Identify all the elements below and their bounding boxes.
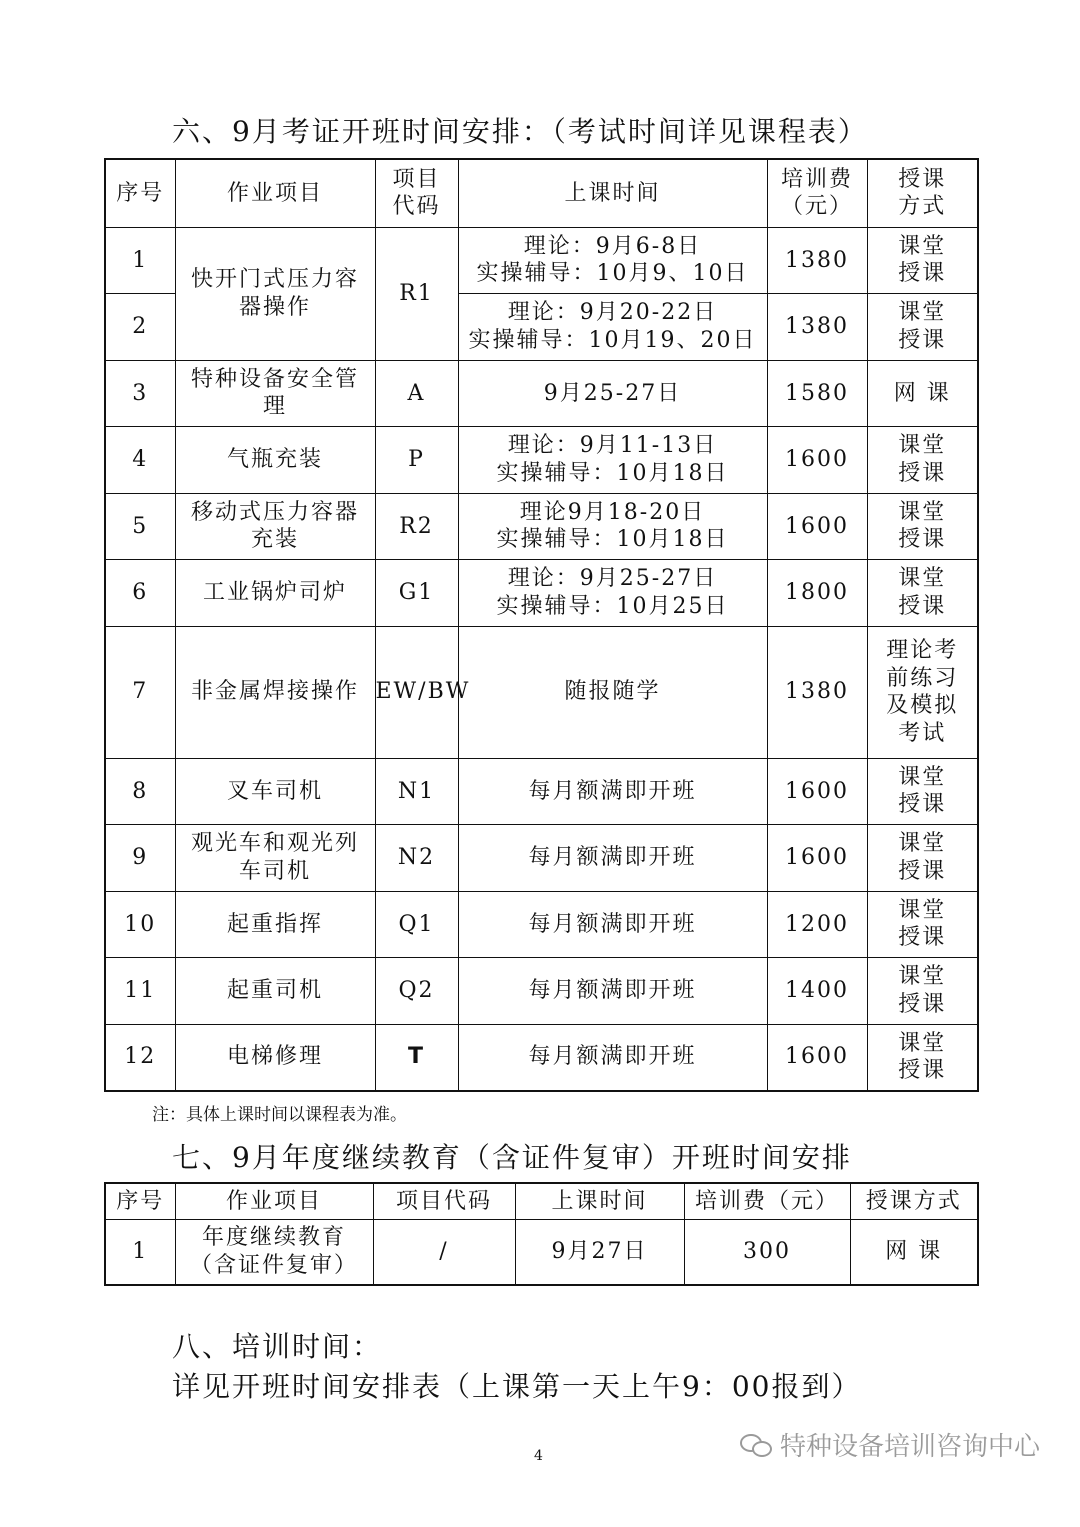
cell-fee: 1600 [767, 758, 867, 825]
cell-time-line: 每月额满即开班 [528, 978, 697, 1003]
table-row [105, 891, 978, 958]
cell-time [458, 294, 767, 361]
header-time: 上课时间 [515, 1183, 684, 1219]
cell-fee: 1600 [767, 825, 867, 892]
cell-mode [867, 758, 978, 825]
section6-title: 六、9月考证开班时间安排：（考试时间详见课程表） [172, 115, 868, 148]
cell-fee: 1600 [767, 493, 867, 560]
cell-item-line: 理 [262, 394, 287, 420]
cell-no: 5 [105, 493, 175, 560]
cell-mode [867, 294, 978, 361]
cell-no: 1 [105, 1219, 175, 1285]
cell-mode-line: 课堂 [898, 831, 947, 857]
cell-time-line: 实操辅导：10月25日 [496, 593, 729, 619]
cell-mode [867, 958, 978, 1025]
header-fee-line: 培训费 [780, 166, 853, 192]
cell-time-line: 随报随学 [564, 679, 661, 705]
cell-mode-line: 授课 [898, 460, 947, 486]
cell-time [458, 360, 767, 427]
watermark [740, 1426, 1040, 1463]
cell-item-line: 快开门式压力容 [190, 267, 359, 292]
header-time: 上课时间 [458, 159, 767, 227]
cell-time-line: 实操辅导：10月18日 [496, 527, 729, 553]
table-row [105, 360, 978, 427]
cell-no: 4 [105, 427, 175, 494]
cell-time [458, 560, 767, 627]
cell-item [175, 891, 375, 958]
header-item: 作业项目 [175, 1183, 373, 1219]
header-mode-line: 授课 [898, 166, 947, 192]
section7-title: 七、9月年度继续教育（含证件复审）开班时间安排 [172, 1141, 852, 1174]
cell-time-line: 9月25-27日 [543, 380, 682, 406]
watermark-text: 特种设备培训咨询中心 [780, 1432, 1041, 1462]
cell-item [175, 1219, 373, 1285]
cell-item-line: 叉车司机 [226, 778, 323, 804]
cell-time: 9月27日 [515, 1219, 684, 1285]
header-mode-line: 方式 [898, 194, 947, 220]
cell-mode-line: 授课 [898, 261, 947, 287]
cell-item-line: 工业锅炉司炉 [202, 580, 347, 605]
cell-item-line: 充装 [250, 527, 299, 553]
cell-mode [867, 626, 978, 758]
header-mode [867, 159, 978, 227]
cell-item-line: 特种设备安全管 [190, 366, 359, 392]
cell-mode-line: 前练习 [886, 665, 959, 691]
header-code: 项目代码 [373, 1183, 515, 1219]
cell-mode-line: 课堂 [898, 433, 947, 459]
cell-time-line: 理论：9月25-27日 [507, 566, 718, 592]
cell-no: 6 [105, 560, 175, 627]
cell-code: R2 [375, 493, 458, 560]
cell-mode-line: 课堂 [898, 764, 947, 790]
cell-time-line: 理论9月18-20日 [519, 499, 706, 525]
table-header-row [105, 1183, 978, 1219]
cell-mode-line: 理论考 [886, 638, 959, 663]
cell-mode [867, 360, 978, 427]
cell-time [458, 1024, 767, 1091]
header-fee: 培训费（元） [684, 1183, 850, 1219]
cell-time-line: 每月额满即开班 [528, 845, 697, 870]
cell-no: 2 [105, 294, 175, 361]
cell-mode-line: 及模拟 [886, 693, 959, 718]
cell-fee: 1600 [767, 1024, 867, 1091]
cell-fee: 1580 [767, 360, 867, 427]
header-mode: 授课方式 [850, 1183, 978, 1219]
cell-mode: 网 课 [850, 1219, 978, 1285]
cell-time [458, 891, 767, 958]
cell-code: N1 [375, 758, 458, 825]
cell-item-line: 起重指挥 [226, 911, 323, 937]
cell-time [458, 958, 767, 1025]
cell-item [175, 825, 375, 892]
cell-no: 3 [105, 360, 175, 427]
header-no: 序号 [105, 1183, 175, 1219]
cell-item-line: 移动式压力容器 [190, 499, 359, 525]
wechat-icon [740, 1432, 772, 1458]
cell-time-line: 理论：9月11-13日 [507, 433, 718, 459]
cell-mode-line: 授课 [898, 327, 947, 353]
cell-time [458, 427, 767, 494]
cell-fee: 1380 [767, 227, 867, 294]
table-row [105, 227, 978, 294]
table-header-row [105, 159, 978, 227]
cell-time-line: 每月额满即开班 [528, 911, 697, 937]
cell-time [458, 626, 767, 758]
cell-item-line: 器操作 [238, 294, 311, 320]
cell-time-line: 实操辅导：10月19、20日 [468, 327, 757, 353]
cell-item [175, 958, 375, 1025]
cell-item [175, 227, 375, 360]
cell-no: 1 [105, 227, 175, 294]
cell-code: N2 [375, 825, 458, 892]
cell-item-line: （含证件复审） [189, 1252, 358, 1278]
cell-mode-line: 授课 [898, 925, 947, 951]
cell-time-line: 理论：9月6-8日 [523, 233, 702, 259]
cell-time-line: 每月额满即开班 [528, 1044, 697, 1070]
cell-mode-line: 授课 [898, 527, 947, 553]
table-row [105, 825, 978, 892]
table-row [105, 560, 978, 627]
header-no: 序号 [105, 159, 175, 227]
cell-mode-line: 授课 [898, 991, 947, 1017]
cell-mode-line: 课堂 [898, 300, 947, 326]
table-row [105, 758, 978, 825]
cell-code: EW/BW [375, 626, 458, 758]
cell-no: 7 [105, 626, 175, 758]
cell-time [458, 493, 767, 560]
cell-fee: 1400 [767, 958, 867, 1025]
cell-no: 10 [105, 891, 175, 958]
table-row [105, 626, 978, 758]
header-code [375, 159, 458, 227]
cell-time [458, 825, 767, 892]
cell-item [175, 1024, 375, 1091]
cell-mode-line: 考试 [898, 720, 947, 746]
cell-fee: 1600 [767, 427, 867, 494]
schedule-table [104, 158, 979, 1092]
cell-code: R1 [375, 227, 458, 360]
cell-mode [867, 560, 978, 627]
table-note: 注：具体上课时间以课程表为准。 [152, 1105, 407, 1125]
cell-item [175, 493, 375, 560]
cell-time-line: 实操辅导：10月18日 [496, 460, 729, 486]
cell-mode [867, 891, 978, 958]
cell-code: T [375, 1024, 458, 1091]
cell-fee: 1380 [767, 294, 867, 361]
header-fee-line: （元） [780, 194, 853, 220]
cell-mode-line: 课堂 [898, 897, 947, 923]
cell-no: 11 [105, 958, 175, 1025]
header-fee [767, 159, 867, 227]
cell-time [458, 758, 767, 825]
cell-time-line: 理论：9月20-22日 [507, 300, 718, 326]
cell-code: P [375, 427, 458, 494]
cell-item-line: 气瓶充装 [226, 447, 323, 472]
continuing-education-table [104, 1182, 979, 1286]
cell-item [175, 360, 375, 427]
cell-time [458, 227, 767, 294]
cell-item-line: 电梯修理 [226, 1044, 323, 1070]
cell-item [175, 427, 375, 494]
cell-mode-line: 课堂 [898, 233, 947, 259]
cell-mode [867, 227, 978, 294]
cell-fee: 1200 [767, 891, 867, 958]
cell-fee: 1380 [767, 626, 867, 758]
cell-code: / [373, 1219, 515, 1285]
page-number: 4 [534, 1448, 543, 1464]
cell-mode-line: 授课 [898, 792, 947, 818]
cell-code: Q1 [375, 891, 458, 958]
cell-item [175, 626, 375, 758]
cell-item-line: 观光车和观光列 [190, 831, 359, 857]
cell-item-line: 非金属焊接操作 [190, 679, 359, 705]
cell-mode-line: 课堂 [898, 964, 947, 990]
cell-code: G1 [375, 560, 458, 627]
cell-mode-line: 课堂 [898, 499, 947, 525]
cell-mode-line: 网 课 [893, 380, 951, 406]
cell-no: 8 [105, 758, 175, 825]
cell-time-line: 每月额满即开班 [528, 778, 697, 804]
header-code-line: 项目 [392, 166, 441, 192]
cell-mode-line: 授课 [898, 1058, 947, 1083]
table-row [105, 1219, 978, 1285]
cell-time-line: 实操辅导：10月9、10日 [476, 261, 749, 287]
section8-text: 详见开班时间安排表（上课第一天上午9：00报到） [172, 1370, 862, 1403]
cell-mode [867, 1024, 978, 1091]
cell-code: A [375, 360, 458, 427]
cell-mode-line: 课堂 [898, 566, 947, 592]
table-row [105, 1024, 978, 1091]
table-row [105, 958, 978, 1025]
cell-item-line: 车司机 [238, 858, 311, 884]
cell-mode [867, 493, 978, 560]
cell-mode-line: 课堂 [898, 1030, 947, 1056]
cell-item [175, 758, 375, 825]
cell-mode-line: 授课 [898, 858, 947, 884]
header-code-line: 代码 [392, 194, 441, 220]
cell-mode [867, 427, 978, 494]
cell-fee: 1800 [767, 560, 867, 627]
table-row [105, 427, 978, 494]
cell-fee: 300 [684, 1219, 850, 1285]
cell-item-line: 年度继续教育 [201, 1225, 346, 1251]
cell-item [175, 560, 375, 627]
cell-code: Q2 [375, 958, 458, 1025]
cell-no: 9 [105, 825, 175, 892]
header-item: 作业项目 [175, 159, 375, 227]
table-row [105, 493, 978, 560]
cell-item-line: 起重司机 [226, 978, 323, 1003]
cell-mode-line: 授课 [898, 593, 947, 619]
cell-no: 12 [105, 1024, 175, 1091]
cell-mode [867, 825, 978, 892]
section8-title: 八、培训时间： [172, 1330, 383, 1363]
